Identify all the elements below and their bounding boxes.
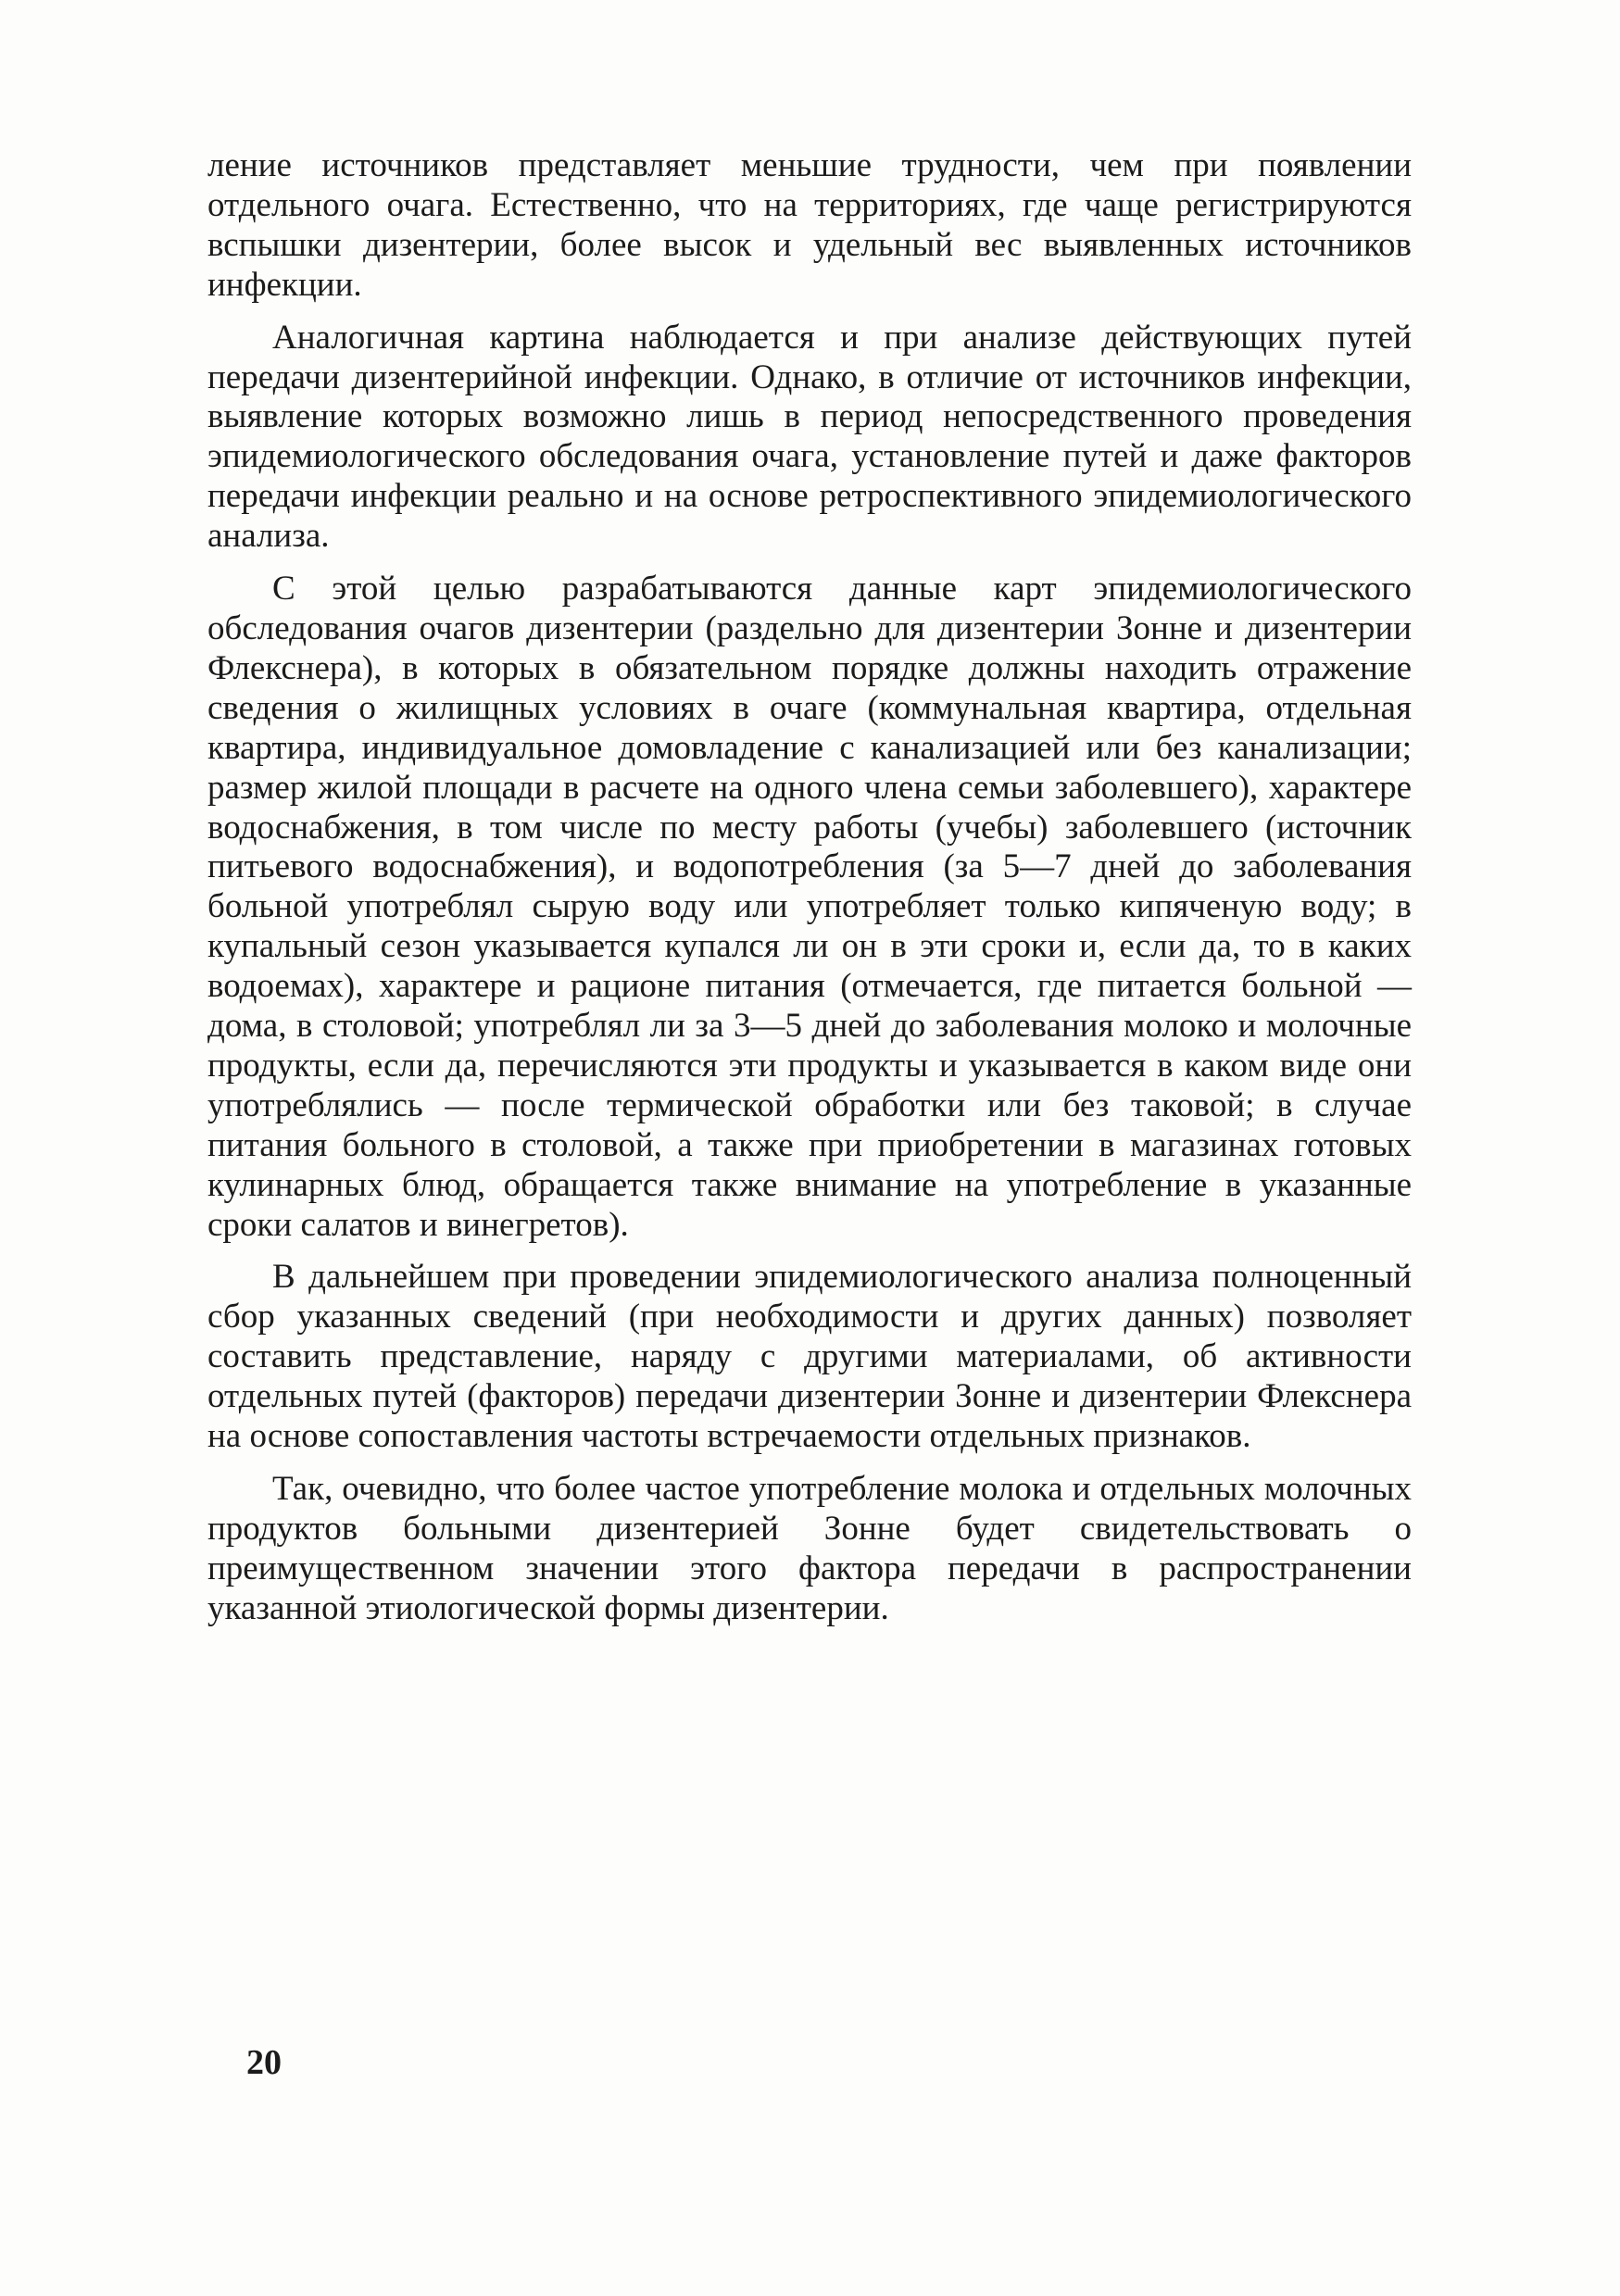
paragraph-epidemiological-analysis: В дальнейшем при проведении эпидемиологического анализа полноценный сбор указанных сведений (при необходимости и других данных) позволяет составить представление, наряду с другими материалами, об активности отдельных путей (факторов) передачи дизентерии Зонне и дизентерии Флекснера на основе сопоставления частоты встречаемости отдельных признаков. — [207, 1258, 1412, 1456]
page-number: 20 — [246, 2043, 282, 2082]
paragraph-survey-cards: С этой целью разрабатываются данные карт эпидемиологического обследования очагов дизентерии (раздельно для дизентерии Зонне и дизентерии Флекснера), в которых в обязательном порядке должны находить отражение сведения о жилищных условиях в очаге (коммунальная квартира, отдельная квартира, индивидуальное домовладение с канализацией или без канализации; размер жилой площади в расчете на одного члена семьи заболевшего), характере водоснабжения, в том числе по месту работы (учебы) заболевшего (источник питьевого водоснабжения), и водопотребления (за 5—7 дней до заболевания больной употреблял сырую воду или употребляет только кипяченую воду; в купальный сезон указывается купался ли он в эти сроки и, если да, то в каких водоемах), характере и рационе питания (отмечается, где питается больной — дома, в столовой; употреблял ли за 3—5 дней до заболевания молоко и молочные продукты, если да, перечисляются эти продукты и указывается в каком виде они употреблялись — после термической обработки или без таковой; в случае питания больного в столовой, а также при приобретении в магазинах готовых кулинарных блюд, обращается также внимание на употребление в указанные сроки салатов и винегретов). — [207, 570, 1412, 1244]
page-body — [207, 146, 1412, 1642]
paragraph-milk-factor: Так, очевидно, что более частое употребление молока и отдельных молочных продуктов больными дизентерией Зонне будет свидетельствовать о преимущественном значении этого фактора передачи в распространении указанной этиологической формы дизентерии. — [207, 1470, 1412, 1627]
paragraph-transmission-routes: Аналогичная картина наблюдается и при анализе действующих путей передачи дизентерийной инфекции. Однако, в отличие от источников инфекции, выявление которых возможно лишь в период непосредственного проведения эпидемиологического обследования очага, установление путей и даже факторов передачи инфекции реально и на основе ретроспективного эпидемиологического анализа. — [207, 318, 1412, 556]
paragraph-continuation: ление источников представляет меньшие трудности, чем при появлении отдельного очага. Естественно, что на территориях, где чаще регистрируются вспышки дизентерии, более высок и удельный вес выявленных источников инфекции. — [207, 146, 1412, 304]
